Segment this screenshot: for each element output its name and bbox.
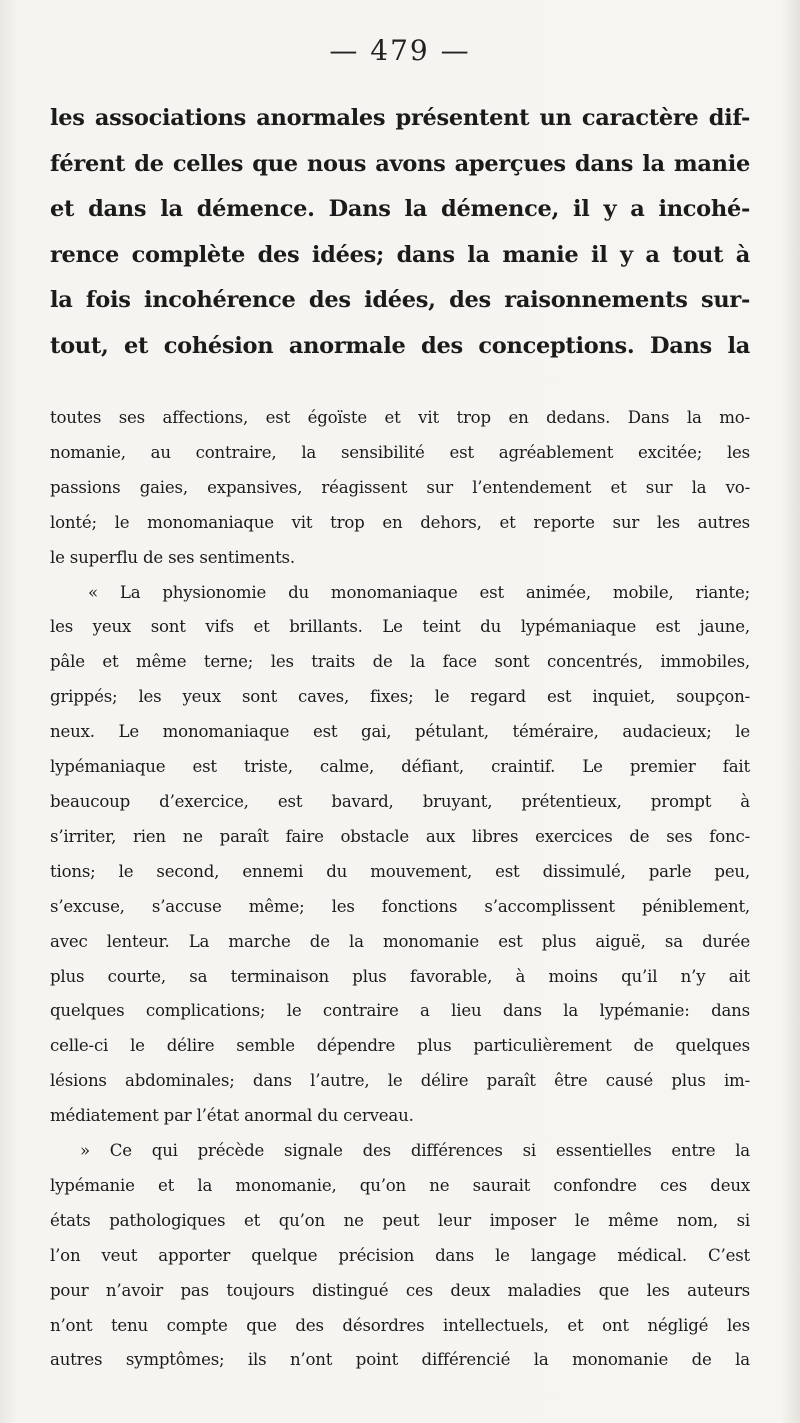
text-line: nomanie, au contraire, la sensibilité est agréablement excitée; les — [50, 442, 750, 462]
text-line: neux. Le monomaniaque est gai, pétulant, téméraire, audacieux; le — [50, 722, 750, 742]
text-line: pour n’avoir pas toujours distingué ces deux maladies que les auteurs — [50, 1280, 750, 1300]
text-line: les yeux sont vifs et brillants. Le teint du lypémaniaque est jaune, — [50, 617, 750, 637]
text-line: beaucoup d’exercice, est bavard, bruyant, prétentieux, prompt à — [50, 791, 750, 811]
text-line: avec lenteur. La marche de la monomanie est plus aiguë, sa durée — [50, 931, 750, 951]
text-line: l’on veut apporter quelque précision dans le langage médical. C’est — [50, 1245, 750, 1265]
text-line: s’excuse, s’accuse même; les fonctions s’accomplissent péniblement, — [50, 896, 750, 916]
text-line: et dans la démence. Dans la démence, il y a incohé- — [50, 196, 750, 222]
text-line: pâle et même terne; les traits de la face sont concentrés, immobiles, — [50, 652, 750, 672]
text-line: passions gaies, expansives, réagissent sur l’entendement et sur la vo- — [50, 477, 750, 497]
text-line: férent de celles que nous avons aperçues dans la manie — [50, 150, 750, 177]
text-line: rence complète des idées; dans la manie il y a tout à — [50, 241, 750, 268]
text-line: lonté; le monomaniaque vit trop en dehors, et reporte sur les autres — [50, 512, 750, 532]
text-line: « La physionomie du monomaniaque est animée, mobile, riante; — [88, 582, 750, 602]
text-line: médiatement par l’état anormal du cerveau. — [50, 1106, 414, 1126]
text-line: s’irriter, rien ne paraît faire obstacle aux libres exercices de ses fonc- — [50, 826, 750, 846]
text-line: celle-ci le délire semble dépendre plus particulièrement de quelques — [50, 1036, 750, 1056]
text-line: les associations anormales présentent un caractère dif- — [50, 105, 750, 131]
text-line: plus courte, sa terminaison plus favorable, à moins qu’il n’y ait — [50, 966, 750, 986]
top-paragraph — [50, 96, 750, 369]
text-line: lésions abdominales; dans l’autre, le délire paraît être causé plus im- — [50, 1071, 750, 1091]
page-number: — 479 — — [329, 34, 471, 67]
quoted-text — [50, 401, 750, 1378]
text-line: tout, et cohésion anormale des conceptions. Dans la — [50, 332, 750, 359]
text-line: états pathologiques et qu’on ne peut leur imposer le même nom, si — [50, 1210, 750, 1230]
text-line: » Ce qui précède signale des différences si essentielles entre la — [80, 1141, 750, 1161]
text-line: le superflu de ses sentiments. — [50, 547, 295, 567]
text-line: n’ont tenu compte que des désordres intellectuels, et ont négligé les — [50, 1315, 750, 1335]
text-line: grippés; les yeux sont caves, fixes; le regard est inquiet, soupçon- — [50, 687, 750, 707]
text-line: quelques complications; le contraire a lieu dans la lypémanie: dans — [50, 1001, 750, 1021]
text-line: tions; le second, ennemi du mouvement, est dissimulé, parle peu, — [50, 861, 750, 881]
text-line: toutes ses affections, est égoïste et vit trop en dedans. Dans la mo- — [50, 408, 750, 427]
text-line: lypémanie et la monomanie, qu’on ne saurait confondre ces deux — [50, 1175, 750, 1195]
text-line: lypémaniaque est triste, calme, défiant, craintif. Le premier fait — [50, 757, 750, 777]
text-line: la fois incohérence des idées, des raisonnements sur- — [50, 287, 750, 313]
text-line: autres symptômes; ils n’ont point différencié la monomanie de la — [50, 1350, 750, 1370]
